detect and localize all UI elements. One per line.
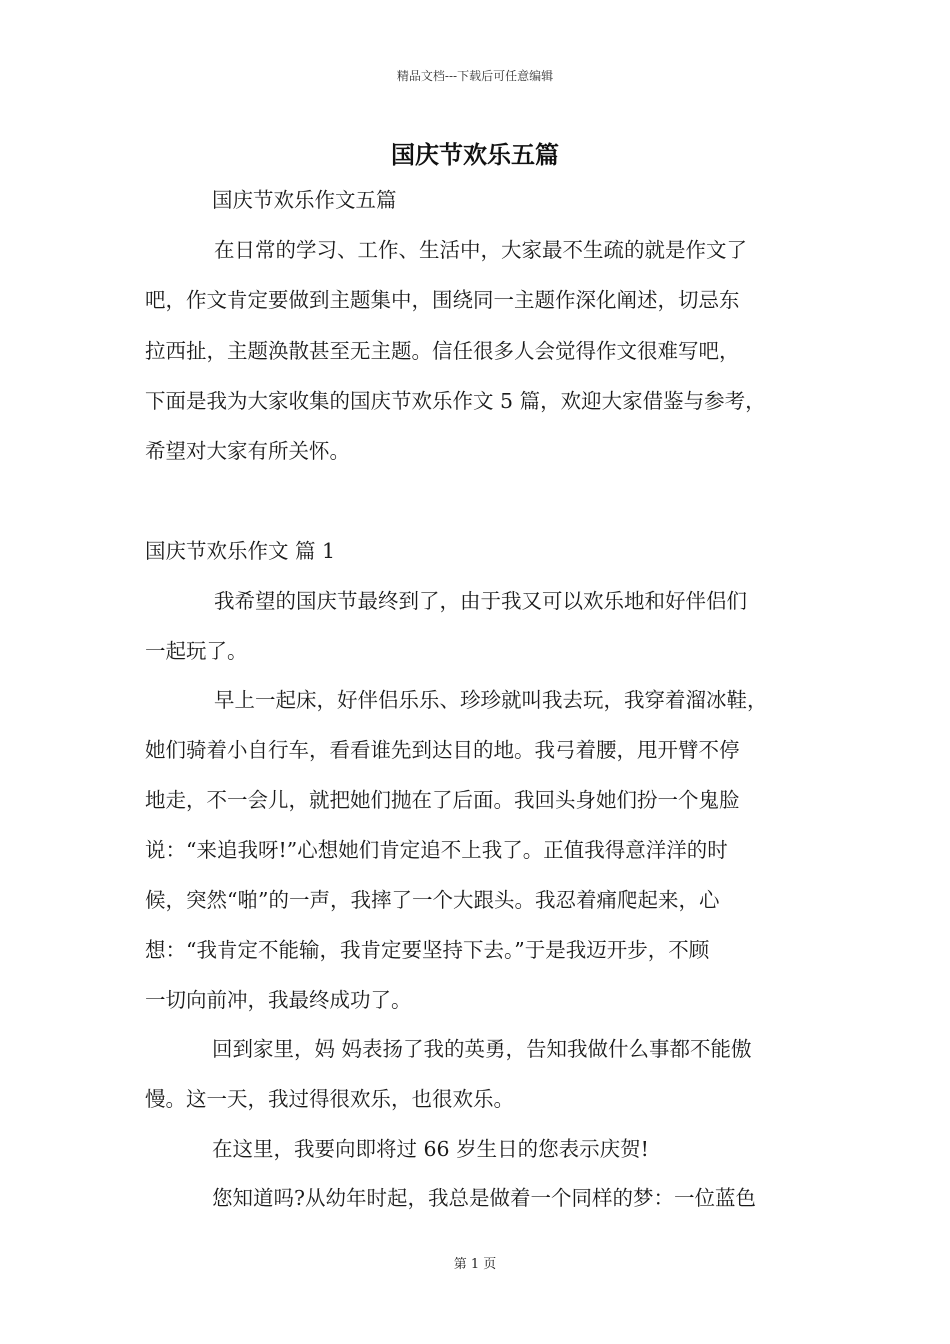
intro-line: 吧，作文肯定要做到主题集中，围绕同一主题作深化阐述，切忌东 [145, 288, 740, 312]
intro-line: 希望对大家有所关怀。 [145, 439, 350, 463]
header-note: 精品文档---下载后可任意编辑 [396, 69, 554, 83]
page-number: 第 1 页 [453, 1257, 497, 1272]
body-line: 说：“来追我呀!”心想她们肯定追不上我了。正值我得意洋洋的时 [145, 838, 728, 862]
body-line: 候，突然“啪”的一声，我摔了一个大跟头。我忍着痛爬起来，心 [145, 888, 720, 912]
body-line: 早上一起床，好伴侣乐乐、珍珍就叫我去玩，我穿着溜冰鞋， [214, 688, 768, 712]
body-line: 想：“我肯定不能输，我肯定要坚持下去。”于是我迈开步，不顾 [145, 938, 710, 962]
section-heading: 国庆节欢乐作文 篇 1 [145, 539, 336, 563]
body-line: 一起玩了。 [145, 639, 248, 663]
body-line: 一切向前冲，我最终成功了。 [145, 988, 412, 1012]
body-line: 地走，不一会儿，就把她们抛在了后面。我回头身她们扮一个鬼脸 [145, 788, 740, 812]
body-line: 我希望的国庆节最终到了，由于我又可以欢乐地和好伴侣们 [214, 589, 747, 613]
intro-line: 下面是我为大家收集的国庆节欢乐作文 5 篇，欢迎大家借鉴与参考， [145, 389, 766, 413]
intro-line: 在日常的学习、工作、生活中，大家最不生疏的就是作文了 [214, 238, 747, 262]
body-line: 您知道吗?从幼年时起，我总是做着一个同样的梦：一位蓝色 [212, 1186, 756, 1210]
body-line: 回到家里，妈 妈表扬了我的英勇，告知我做什么事都不能傲 [212, 1037, 752, 1061]
document-subtitle: 国庆节欢乐作文五篇 [212, 188, 397, 212]
document-title: 国庆节欢乐五篇 [391, 140, 559, 169]
body-line: 在这里，我要向即将过 66 岁生日的您表示庆贺! [212, 1137, 649, 1161]
intro-line: 拉西扯，主题涣散甚至无主题。信任很多人会觉得作文很难写吧， [145, 339, 740, 363]
body-line: 她们骑着小自行车，看看谁先到达目的地。我弓着腰，甩开臂不停 [145, 738, 740, 762]
body-line: 慢。这一天，我过得很欢乐，也很欢乐。 [145, 1087, 514, 1111]
